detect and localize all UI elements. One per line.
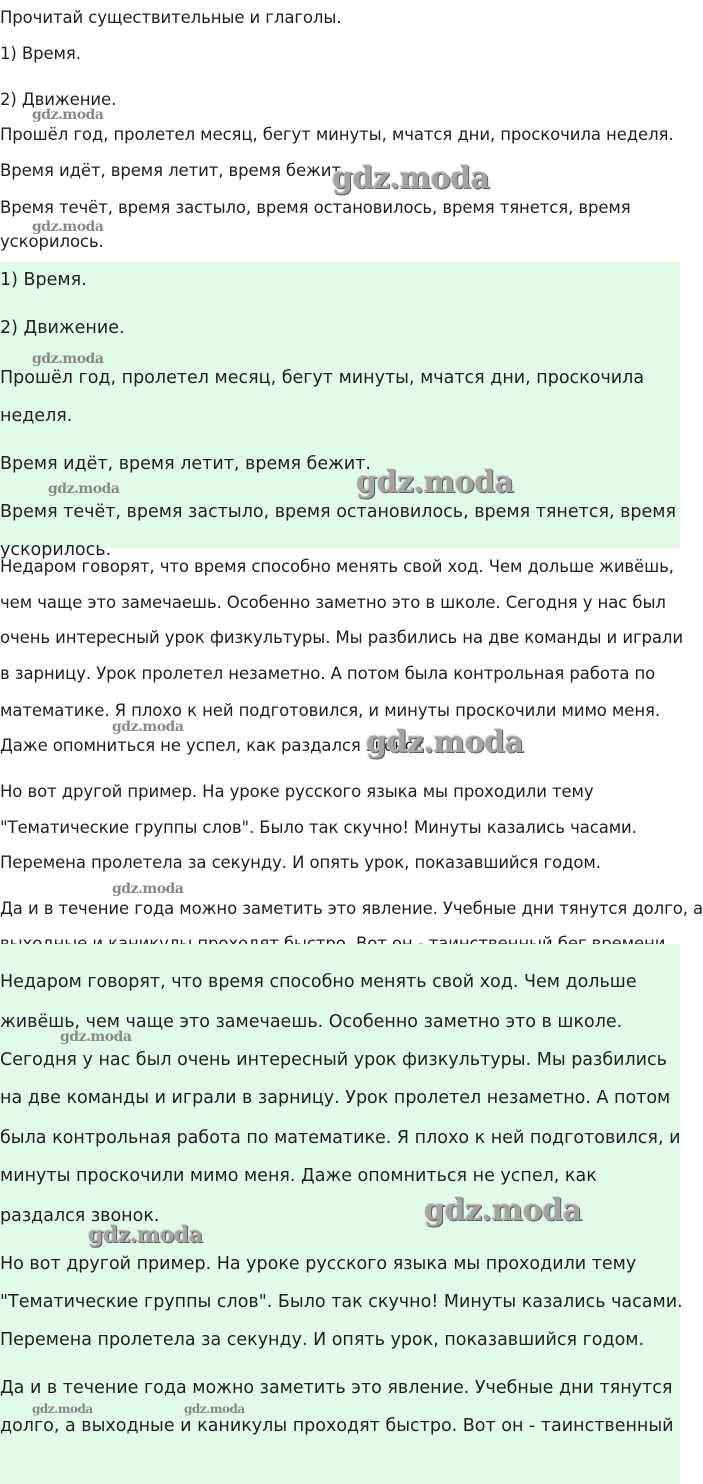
answer-line-1b: неделя.: [0, 406, 73, 426]
essay-line: очень интересный урок физкультуры. Мы разбились на две команды и играли: [0, 628, 683, 647]
essay-line: Перемена пролетела за секунду. И опять урок, показавшийся годом.: [0, 853, 601, 872]
essay-line: Но вот другой пример. На уроке русского языка мы проходили тему: [0, 1254, 637, 1274]
task-sentence-2: Время идёт, время летит, время бежит.: [0, 161, 347, 180]
answer-line-2: Время идёт, время летит, время бежит.: [0, 454, 371, 474]
task-heading-2: 2) Движение.: [0, 90, 117, 109]
watermark: gdz.moda: [32, 219, 104, 235]
essay-block-2: [0, 944, 683, 1484]
essay-line: долго, а выходные и каникулы проходят быстро. Вот он - таинственный: [0, 1416, 674, 1436]
essay-line: Перемена пролетела за секунду. И опять урок, показавшийся годом.: [0, 1330, 645, 1350]
answer-line-4-clipped: ускорилось.: [0, 540, 112, 560]
essay-line: математике. Я плохо к ней подготовился, и минуты проскочили мимо меня.: [0, 701, 660, 720]
essay-line: раздался звонок.: [0, 1206, 160, 1226]
answer-line-3: Время течёт, время застыло, время остановилось, время тянется, время: [0, 502, 677, 522]
task-instruction: Прочитай существительные и глаголы.: [0, 8, 342, 27]
essay-line: "Тематические группы слов". Было так скучно! Минуты казались часами.: [0, 1292, 683, 1312]
answer-block-1: [0, 262, 680, 560]
watermark: gdz.moda: [424, 1193, 582, 1228]
essay-line: минуты проскочили мимо меня. Даже опомниться не успел, как: [0, 1166, 597, 1186]
essay-line: была контрольная работа по математике. Я плохо к ней подготовился, и: [0, 1128, 681, 1148]
watermark: gdz.moda: [356, 465, 514, 500]
essay-line: Да и в течение года можно заметить это явление. Учебные дни тянутся долго, а: [0, 899, 703, 918]
essay-line: в зарницу. Урок пролетел незаметно. А потом была контрольная работа по: [0, 664, 656, 683]
essay-block-1: [0, 548, 703, 944]
watermark: gdz.moda: [112, 719, 184, 735]
essay-line: Недаром говорят, что время способно менять свой ход. Чем дольше живёшь,: [0, 557, 674, 576]
essay-line: чем чаще это замечаешь. Особенно заметно это в школе. Сегодня у нас был: [0, 593, 666, 612]
watermark: gdz.moda: [60, 1029, 132, 1045]
watermark: gdz.moda: [112, 881, 184, 897]
watermark: gdz.moda: [184, 1402, 245, 1416]
watermark: gdz.moda: [88, 1222, 203, 1248]
watermark: gdz.moda: [366, 725, 524, 760]
watermark: gdz.moda: [332, 161, 490, 196]
essay-line: Сегодня у нас был очень интересный урок физкультуры. Мы разбились: [0, 1050, 667, 1070]
answer-heading-2: 2) Движение.: [0, 318, 125, 338]
task-heading-1: 1) Время.: [0, 44, 81, 63]
watermark: gdz.moda: [48, 481, 120, 497]
essay-line: Недаром говорят, что время способно менять свой ход. Чем дольше: [0, 972, 637, 992]
watermark: gdz.moda: [32, 1402, 93, 1416]
essay-line: Даже опомниться не успел, как раздался звонок.: [0, 736, 430, 755]
task-sentence-3a: Время течёт, время застыло, время остановилось, время тянется, время: [0, 198, 631, 217]
answer-heading-1: 1) Время.: [0, 270, 87, 290]
essay-line: на две команды и играли в зарницу. Урок пролетел незаметно. А потом: [0, 1088, 671, 1108]
watermark: gdz.moda: [32, 351, 104, 367]
task-sentence-3b: ускорилось.: [0, 232, 104, 251]
essay-line: "Тематические группы слов". Было так скучно! Минуты казались часами.: [0, 818, 637, 837]
essay-line: Но вот другой пример. На уроке русского языка мы проходили тему: [0, 782, 594, 801]
task-block: [0, 0, 680, 262]
essay-line: живёшь, чем чаще это замечаешь. Особенно заметно это в школе.: [0, 1012, 623, 1032]
essay-line: Да и в течение года можно заметить это явление. Учебные дни тянутся: [0, 1378, 673, 1398]
task-sentence-1: Прошёл год, пролетел месяц, бегут минуты, мчатся дни, проскочила неделя.: [0, 125, 674, 144]
answer-line-1a: Прошёл год, пролетел месяц, бегут минуты, мчатся дни, проскочила: [0, 368, 645, 388]
watermark: gdz.moda: [32, 107, 104, 123]
